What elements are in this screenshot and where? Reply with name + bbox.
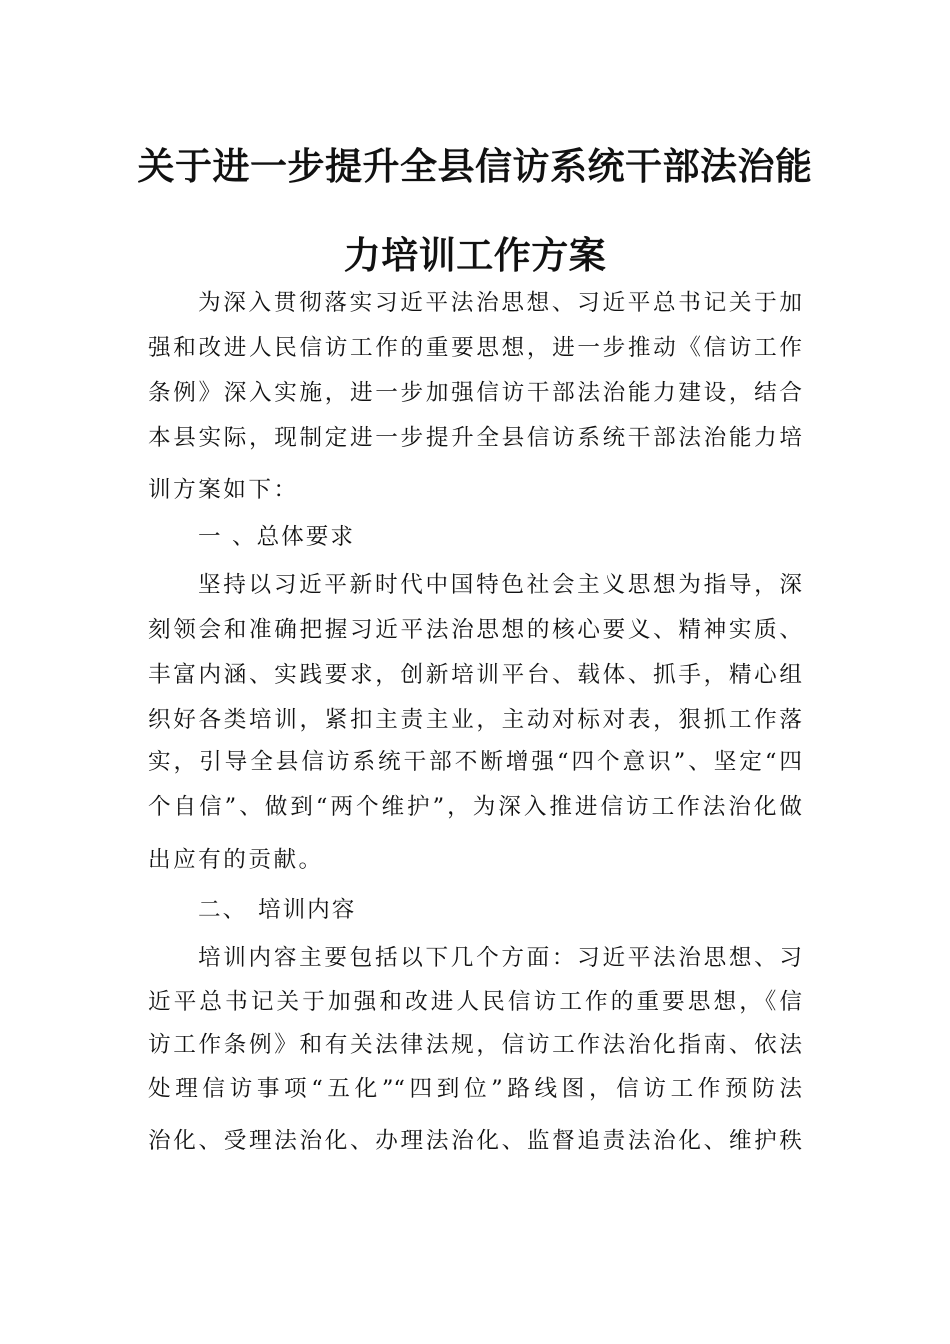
section-2-number: 二、: [198, 897, 248, 923]
section-1-line: 出应有的贡献。: [148, 847, 324, 873]
section-1-line: 刻领会和准确把握习近平法治思想的核心要义、精神实质、: [148, 617, 802, 643]
intro-line: 条例》深入实施，进一步加强信访干部法治能力建设，结合: [148, 380, 802, 406]
intro-line: 训方案如下：: [148, 477, 299, 503]
section-1-line: 实，引导全县信访系统干部不断增强“四个意识”、坚定“四: [148, 749, 802, 775]
section-2-line: 治化、受理法治化、办理法治化、监督追责法治化、维护秩: [148, 1128, 802, 1154]
section-1-line: 坚持以习近平新时代中国特色社会主义思想为指导，深: [198, 572, 802, 598]
section-2-title: 培训内容: [258, 897, 357, 923]
section-2-line: 处理信访事项“五化”“四到位”路线图，信访工作预防法: [148, 1076, 802, 1102]
section-1-number: 一: [198, 524, 223, 550]
section-1-line: 个自信”、做到“两个维护”，为深入推进信访工作法治化做: [148, 794, 802, 820]
section-1-title: 、总体要求: [232, 524, 355, 550]
section-1-line: 织好各类培训，紧扣主责主业，主动对标对表，狠抓工作落: [148, 707, 802, 733]
section-2-line: 培训内容主要包括以下几个方面：习近平法治思想、习: [198, 945, 802, 971]
section-2-line: 访工作条例》和有关法律法规，信访工作法治化指南、依法: [148, 1032, 802, 1058]
document-title-line-2: 力培训工作方案: [343, 234, 607, 277]
section-2-line: 近平总书记关于加强和改进人民信访工作的重要思想，《信: [148, 989, 802, 1015]
intro-line: 为深入贯彻落实习近平法治思想、习近平总书记关于加: [198, 290, 802, 316]
intro-line: 本县实际，现制定进一步提升全县信访系统干部法治能力培: [148, 425, 802, 451]
section-1-line: 丰富内涵、实践要求，创新培训平台、载体、抓手，精心组: [148, 662, 802, 688]
intro-line: 强和改进人民信访工作的重要思想，进一步推动《信访工作: [148, 335, 802, 361]
document-title-line-1: 关于进一步提升全县信访系统干部法治能: [137, 145, 813, 188]
